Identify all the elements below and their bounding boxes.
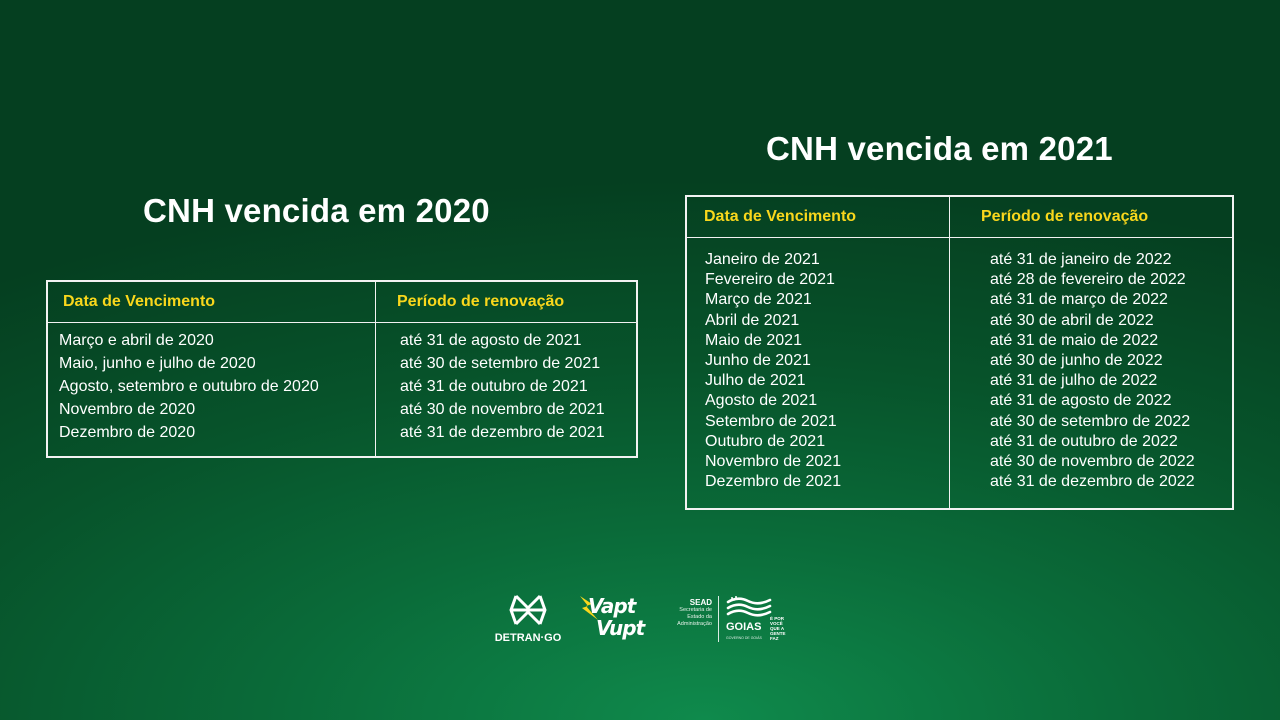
detran-logo: [488, 590, 568, 650]
renewal-period-cell: até 31 de outubro de 2022: [990, 432, 1178, 450]
renewal-period-cell: até 31 de agosto de 2021: [400, 332, 582, 349]
sead-line: Administração: [677, 621, 712, 627]
goias-name: GOIAS: [726, 621, 762, 633]
expiry-date-cell: Maio, junho e julho de 2020: [59, 355, 256, 372]
expiry-date-cell: Dezembro de 2021: [705, 473, 842, 491]
expiry-date-cell: Fevereiro de 2021: [705, 271, 835, 289]
expiry-date-cell: Março de 2021: [705, 291, 812, 309]
expiry-date-cell: Outubro de 2021: [705, 432, 826, 450]
table-2020: [46, 280, 638, 458]
renewal-period-cell: até 28 de fevereiro de 2022: [990, 271, 1186, 289]
renewal-period-cell: até 30 de novembro de 2022: [990, 452, 1195, 470]
header-periodo-de-renovacao: Período de renovação: [981, 208, 1149, 225]
renewal-period-cell: até 31 de agosto de 2022: [990, 392, 1172, 410]
expiry-date-cell: Maio de 2021: [705, 331, 802, 349]
goias-slogan: [770, 616, 790, 641]
goias-slogan-line: VOCÊ: [770, 621, 783, 626]
detran-emblem-icon: [508, 590, 548, 630]
renewal-period-cell: até 30 de abril de 2022: [990, 311, 1154, 329]
expiry-date-cell: Novembro de 2020: [59, 401, 196, 418]
renewal-period-cell: até 31 de maio de 2022: [990, 331, 1159, 349]
expiry-date-cell: Setembro de 2021: [705, 412, 837, 430]
expiry-date-cell: Junho de 2021: [705, 351, 811, 369]
goias-slogan-line: QUE A: [770, 626, 785, 631]
renewal-period-cell: até 30 de junho de 2022: [990, 351, 1163, 369]
sead-line: Secretaria de: [679, 607, 712, 613]
renewal-period-list: [400, 329, 605, 444]
sead-name: SEAD: [689, 598, 712, 607]
expiry-date-cell: Julho de 2021: [705, 372, 806, 390]
expiry-date-cell: Dezembro de 2020: [59, 424, 196, 441]
header-divider: [687, 237, 1232, 238]
title-2021: CNH vencida em 2021: [766, 130, 1113, 167]
sead-logo: [666, 598, 712, 644]
column-divider: [949, 197, 950, 508]
renewal-period-cell: até 31 de dezembro de 2021: [400, 424, 605, 441]
column-divider: [375, 282, 376, 456]
expiry-date-cell: Abril de 2021: [705, 311, 800, 329]
goias-tagline: GOVERNO DE GOIÁS: [726, 636, 762, 640]
expiry-date-cell: Agosto de 2021: [705, 392, 818, 410]
goias-slogan-line: FAZ: [770, 636, 779, 641]
detran-label: DETRAN·GO: [494, 632, 562, 644]
renewal-period-cell: até 30 de setembro de 2021: [400, 355, 601, 372]
goias-logo: [726, 594, 792, 644]
expiry-date-list: [705, 250, 841, 492]
renewal-period-cell: até 31 de dezembro de 2022: [990, 473, 1195, 491]
goias-slogan-line: É POR: [770, 616, 785, 621]
renewal-period-cell: até 31 de janeiro de 2022: [990, 251, 1172, 268]
renewal-period-cell: até 31 de julho de 2022: [990, 372, 1158, 390]
title-2020: CNH vencida em 2020: [143, 192, 490, 229]
vapt-text: Vapt: [588, 594, 636, 618]
vupt-text: Vupt: [596, 616, 645, 640]
renewal-period-cell: até 30 de novembro de 2021: [400, 401, 605, 418]
expiry-date-cell: Março e abril de 2020: [59, 332, 214, 349]
logo-divider: [718, 596, 719, 642]
renewal-period-cell: até 31 de outubro de 2021: [400, 378, 588, 395]
goias-slogan-line: GENTE: [770, 631, 786, 636]
sead-line: Estado da: [687, 614, 712, 620]
header-data-de-vencimento: Data de Vencimento: [704, 208, 857, 225]
table-2021: [685, 195, 1234, 510]
header-data-de-vencimento: Data de Vencimento: [63, 293, 216, 310]
renewal-period-cell: até 30 de setembro de 2022: [990, 412, 1191, 430]
expiry-date-cell: Janeiro de 2021: [705, 251, 820, 268]
renewal-period-list: [990, 250, 1195, 492]
vapt-vupt-logo: [578, 592, 658, 648]
header-divider: [48, 322, 636, 323]
expiry-date-cell: Novembro de 2021: [705, 452, 842, 470]
header-periodo-de-renovacao: Período de renovação: [397, 293, 565, 310]
renewal-period-cell: até 31 de março de 2022: [990, 291, 1168, 309]
flag-icon: [726, 594, 772, 620]
expiry-date-cell: Agosto, setembro e outubro de 2020: [59, 378, 319, 395]
expiry-date-list: [59, 329, 319, 444]
